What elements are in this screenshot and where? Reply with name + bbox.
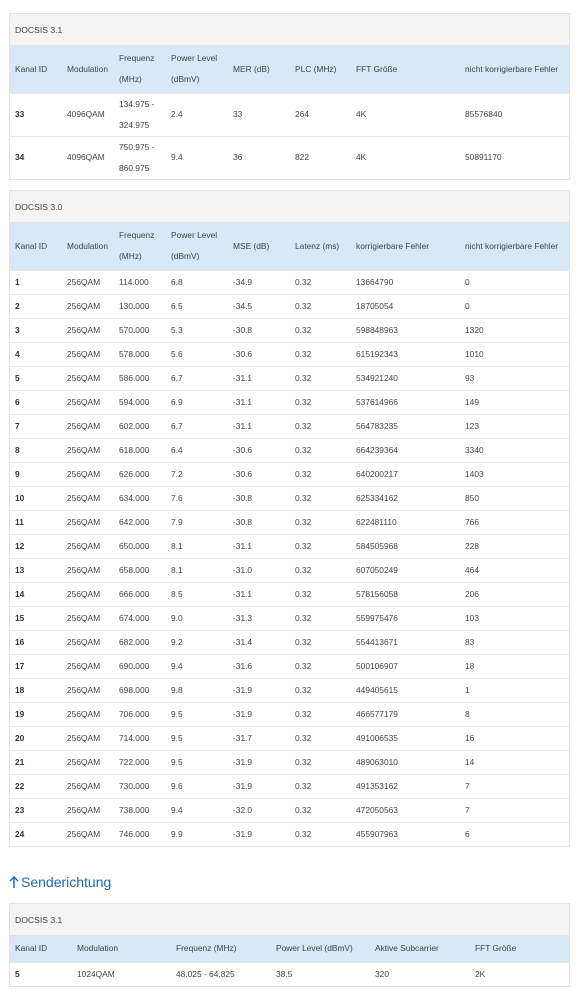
table-cell: 6.9 bbox=[166, 390, 228, 414]
table-cell: 642.000 bbox=[114, 510, 166, 534]
table-cell: 206 bbox=[460, 582, 569, 606]
column-header: MSE (dB) bbox=[233, 240, 270, 251]
table-cell: 0.32 bbox=[290, 750, 351, 774]
table-cell: 48.025 - 64.825 bbox=[171, 962, 271, 986]
table-cell: 9.6 bbox=[166, 774, 228, 798]
channel-id-cell: 20 bbox=[10, 726, 62, 750]
table-cell: -31.9 bbox=[228, 750, 290, 774]
table-cell: 256QAM bbox=[62, 630, 114, 654]
table-cell: 666.000 bbox=[114, 582, 166, 606]
channel-id-cell: 33 bbox=[10, 93, 62, 136]
table-cell: 38.5 bbox=[271, 962, 370, 986]
table-cell: 4K bbox=[351, 136, 460, 179]
table-cell: -31.1 bbox=[228, 390, 290, 414]
table-cell: 722.000 bbox=[114, 750, 166, 774]
table-cell: 0.32 bbox=[290, 798, 351, 822]
panel-title: DOCSIS 3.1 bbox=[10, 904, 569, 936]
table-cell: 134.975 - 324.975 bbox=[114, 93, 166, 136]
table-cell: 114.000 bbox=[114, 270, 166, 294]
table-cell: 1 bbox=[460, 678, 569, 702]
table-row bbox=[10, 366, 569, 390]
table-cell: 625334162 bbox=[351, 486, 460, 510]
table-row bbox=[10, 486, 569, 510]
table-cell: 489063010 bbox=[351, 750, 460, 774]
table-cell: 256QAM bbox=[62, 486, 114, 510]
column-header: nicht korrigierbare Fehler bbox=[465, 63, 559, 74]
table-cell: 5.6 bbox=[166, 342, 228, 366]
table-cell: 738.000 bbox=[114, 798, 166, 822]
table-cell: 6.7 bbox=[166, 366, 228, 390]
channel-id-cell: 5 bbox=[10, 962, 72, 986]
downstream-docsis30-table bbox=[10, 223, 569, 846]
table-cell: 320 bbox=[370, 962, 470, 986]
table-row bbox=[10, 962, 569, 986]
table-cell: 650.000 bbox=[114, 534, 166, 558]
table-row bbox=[10, 774, 569, 798]
column-header: PLC (MHz) bbox=[295, 63, 337, 74]
table-cell: 85576840 bbox=[460, 93, 569, 136]
table-cell: 93 bbox=[460, 366, 569, 390]
channel-id-cell: 34 bbox=[10, 136, 62, 179]
channel-id-cell: 5 bbox=[10, 366, 62, 390]
table-cell: 9.9 bbox=[166, 822, 228, 846]
table-cell: 0.32 bbox=[290, 678, 351, 702]
table-cell: 537614966 bbox=[351, 390, 460, 414]
table-cell: 714.000 bbox=[114, 726, 166, 750]
table-cell: 4096QAM bbox=[62, 93, 114, 136]
table-row bbox=[10, 558, 569, 582]
column-header: Aktive Subcarrier bbox=[375, 943, 439, 954]
channel-id-cell: 11 bbox=[10, 510, 62, 534]
table-cell: -31.9 bbox=[228, 678, 290, 702]
table-cell: 103 bbox=[460, 606, 569, 630]
table-cell: 256QAM bbox=[62, 342, 114, 366]
table-cell: -31.6 bbox=[228, 654, 290, 678]
table-cell: -34.9 bbox=[228, 270, 290, 294]
table-row bbox=[10, 270, 569, 294]
table-cell: 256QAM bbox=[62, 534, 114, 558]
table-cell: 622481110 bbox=[351, 510, 460, 534]
column-header: Modulation bbox=[67, 240, 108, 251]
table-cell: 8.1 bbox=[166, 558, 228, 582]
table-cell: 256QAM bbox=[62, 582, 114, 606]
table-cell: -31.1 bbox=[228, 366, 290, 390]
table-row bbox=[10, 582, 569, 606]
table-row bbox=[10, 534, 569, 558]
table-cell: 640200217 bbox=[351, 462, 460, 486]
column-header: Power Level (dBmV) bbox=[171, 230, 218, 262]
table-cell: 682.000 bbox=[114, 630, 166, 654]
upstream-docsis31-table bbox=[10, 936, 569, 986]
table-cell: -31.1 bbox=[228, 534, 290, 558]
table-header-row bbox=[10, 223, 569, 270]
table-cell: 0.32 bbox=[290, 318, 351, 342]
table-row bbox=[10, 678, 569, 702]
column-header: Kanal ID bbox=[15, 943, 48, 954]
table-cell: 0 bbox=[460, 270, 569, 294]
table-cell: 9.4 bbox=[166, 136, 228, 179]
table-cell: 0.32 bbox=[290, 822, 351, 846]
table-cell: 822 bbox=[290, 136, 351, 179]
table-cell: 0.32 bbox=[290, 270, 351, 294]
table-cell: 83 bbox=[460, 630, 569, 654]
table-cell: 0.32 bbox=[290, 654, 351, 678]
column-header: FFT Größe bbox=[475, 943, 517, 954]
arrow-up-icon bbox=[9, 874, 19, 888]
table-cell: -31.9 bbox=[228, 774, 290, 798]
table-cell: 256QAM bbox=[62, 654, 114, 678]
table-cell: 0.32 bbox=[290, 606, 351, 630]
table-cell: 4096QAM bbox=[62, 136, 114, 179]
table-row bbox=[10, 318, 569, 342]
column-header: korrigierbare Fehler bbox=[356, 240, 430, 251]
table-cell: -31.0 bbox=[228, 558, 290, 582]
table-cell: 5.3 bbox=[166, 318, 228, 342]
table-row bbox=[10, 798, 569, 822]
table-cell: -31.7 bbox=[228, 726, 290, 750]
table-row bbox=[10, 294, 569, 318]
table-cell: 256QAM bbox=[62, 390, 114, 414]
channel-id-cell: 21 bbox=[10, 750, 62, 774]
table-cell: 0.32 bbox=[290, 462, 351, 486]
table-cell: -31.1 bbox=[228, 414, 290, 438]
column-header: Kanal ID bbox=[15, 240, 48, 251]
table-row bbox=[10, 510, 569, 534]
table-row bbox=[10, 750, 569, 774]
table-cell: 256QAM bbox=[62, 606, 114, 630]
table-cell: 850 bbox=[460, 486, 569, 510]
table-row bbox=[10, 462, 569, 486]
table-cell: -31.9 bbox=[228, 822, 290, 846]
table-cell: 466577179 bbox=[351, 702, 460, 726]
table-cell: 564783235 bbox=[351, 414, 460, 438]
table-cell: 586.000 bbox=[114, 366, 166, 390]
table-row bbox=[10, 702, 569, 726]
column-header: Latenz (ms) bbox=[295, 240, 340, 251]
table-cell: 2K bbox=[470, 962, 569, 986]
channel-id-cell: 2 bbox=[10, 294, 62, 318]
table-cell: 618.000 bbox=[114, 438, 166, 462]
table-cell: 9.4 bbox=[166, 654, 228, 678]
table-cell: -31.3 bbox=[228, 606, 290, 630]
table-cell: 1010 bbox=[460, 342, 569, 366]
table-cell: 6.4 bbox=[166, 438, 228, 462]
channel-id-cell: 16 bbox=[10, 630, 62, 654]
table-cell: 598848963 bbox=[351, 318, 460, 342]
table-cell: 256QAM bbox=[62, 678, 114, 702]
table-cell: 750.975 - 860.975 bbox=[114, 136, 166, 179]
channel-id-cell: 8 bbox=[10, 438, 62, 462]
column-header: FFT Größe bbox=[356, 63, 398, 74]
column-header: Frequenz (MHz) bbox=[119, 230, 155, 262]
table-cell: 7.9 bbox=[166, 510, 228, 534]
channel-id-cell: 19 bbox=[10, 702, 62, 726]
table-cell: 9.5 bbox=[166, 702, 228, 726]
downstream-docsis30-panel bbox=[9, 190, 570, 847]
table-cell: 559975476 bbox=[351, 606, 460, 630]
table-cell: 449405615 bbox=[351, 678, 460, 702]
column-header: Power Level (dBmV) bbox=[171, 53, 218, 85]
table-cell: 13664790 bbox=[351, 270, 460, 294]
table-cell: 123 bbox=[460, 414, 569, 438]
table-cell: 9.0 bbox=[166, 606, 228, 630]
table-row bbox=[10, 438, 569, 462]
table-cell: 607050249 bbox=[351, 558, 460, 582]
table-cell: 256QAM bbox=[62, 822, 114, 846]
table-row bbox=[10, 136, 569, 179]
section-title: Senderichtung bbox=[21, 874, 112, 890]
table-cell: 130.000 bbox=[114, 294, 166, 318]
column-header: Frequenz (MHz) bbox=[176, 943, 237, 954]
table-cell: 1403 bbox=[460, 462, 569, 486]
table-cell: 256QAM bbox=[62, 366, 114, 390]
table-row bbox=[10, 822, 569, 846]
table-cell: 4K bbox=[351, 93, 460, 136]
table-cell: 0.32 bbox=[290, 342, 351, 366]
table-row bbox=[10, 390, 569, 414]
table-cell: 14 bbox=[460, 750, 569, 774]
table-cell: 256QAM bbox=[62, 318, 114, 342]
table-cell: 0.32 bbox=[290, 510, 351, 534]
table-cell: 0 bbox=[460, 294, 569, 318]
table-cell: 16 bbox=[460, 726, 569, 750]
column-header: Frequenz (MHz) bbox=[119, 53, 155, 85]
table-cell: 256QAM bbox=[62, 798, 114, 822]
table-cell: 8 bbox=[460, 702, 569, 726]
table-cell: 256QAM bbox=[62, 726, 114, 750]
panel-title: DOCSIS 3.0 bbox=[10, 191, 569, 223]
channel-id-cell: 10 bbox=[10, 486, 62, 510]
table-cell: 9.8 bbox=[166, 678, 228, 702]
table-cell: 264 bbox=[290, 93, 351, 136]
column-header: MER (dB) bbox=[233, 63, 270, 74]
table-cell: 9.4 bbox=[166, 798, 228, 822]
table-cell: 626.000 bbox=[114, 462, 166, 486]
table-cell: 9.5 bbox=[166, 750, 228, 774]
table-cell: 256QAM bbox=[62, 774, 114, 798]
channel-id-cell: 7 bbox=[10, 414, 62, 438]
channel-id-cell: 9 bbox=[10, 462, 62, 486]
table-cell: 6 bbox=[460, 822, 569, 846]
upstream-docsis31-panel bbox=[9, 903, 570, 987]
column-header: Modulation bbox=[67, 63, 108, 74]
table-cell: 8.5 bbox=[166, 582, 228, 606]
channel-id-cell: 13 bbox=[10, 558, 62, 582]
table-cell: 7.6 bbox=[166, 486, 228, 510]
table-cell: 256QAM bbox=[62, 270, 114, 294]
table-cell: 256QAM bbox=[62, 750, 114, 774]
table-cell: 149 bbox=[460, 390, 569, 414]
table-cell: 730.000 bbox=[114, 774, 166, 798]
channel-id-cell: 24 bbox=[10, 822, 62, 846]
channel-id-cell: 15 bbox=[10, 606, 62, 630]
upstream-section-heading[interactable] bbox=[9, 872, 111, 892]
table-cell: 3340 bbox=[460, 438, 569, 462]
table-cell: 0.32 bbox=[290, 558, 351, 582]
table-cell: 256QAM bbox=[62, 702, 114, 726]
table-cell: 534921240 bbox=[351, 366, 460, 390]
table-row bbox=[10, 342, 569, 366]
table-cell: 746.000 bbox=[114, 822, 166, 846]
table-row bbox=[10, 726, 569, 750]
table-cell: 18705054 bbox=[351, 294, 460, 318]
table-cell: -31.4 bbox=[228, 630, 290, 654]
table-cell: 33 bbox=[228, 93, 290, 136]
table-cell: 7 bbox=[460, 798, 569, 822]
table-cell: 578156058 bbox=[351, 582, 460, 606]
table-cell: 256QAM bbox=[62, 294, 114, 318]
table-cell: 570.000 bbox=[114, 318, 166, 342]
table-cell: -30.6 bbox=[228, 462, 290, 486]
table-cell: -30.6 bbox=[228, 438, 290, 462]
table-cell: 0.32 bbox=[290, 366, 351, 390]
table-cell: -30.8 bbox=[228, 318, 290, 342]
table-cell: 594.000 bbox=[114, 390, 166, 414]
table-cell: 634.000 bbox=[114, 486, 166, 510]
channel-id-cell: 4 bbox=[10, 342, 62, 366]
table-row bbox=[10, 93, 569, 136]
table-header-row bbox=[10, 936, 569, 962]
table-cell: 7.2 bbox=[166, 462, 228, 486]
table-cell: 256QAM bbox=[62, 510, 114, 534]
channel-id-cell: 1 bbox=[10, 270, 62, 294]
table-row bbox=[10, 654, 569, 678]
table-cell: -30.6 bbox=[228, 342, 290, 366]
table-cell: 256QAM bbox=[62, 462, 114, 486]
table-cell: 7 bbox=[460, 774, 569, 798]
table-cell: 9.2 bbox=[166, 630, 228, 654]
table-cell: -32.0 bbox=[228, 798, 290, 822]
downstream-docsis31-table bbox=[10, 46, 569, 179]
table-cell: 0.32 bbox=[290, 294, 351, 318]
table-cell: 584505968 bbox=[351, 534, 460, 558]
channel-id-cell: 3 bbox=[10, 318, 62, 342]
table-cell: -30.8 bbox=[228, 486, 290, 510]
table-cell: 500106907 bbox=[351, 654, 460, 678]
table-row bbox=[10, 414, 569, 438]
table-cell: -34.5 bbox=[228, 294, 290, 318]
table-cell: 0.32 bbox=[290, 534, 351, 558]
table-cell: 0.32 bbox=[290, 630, 351, 654]
table-cell: 690.000 bbox=[114, 654, 166, 678]
table-cell: 464 bbox=[460, 558, 569, 582]
channel-id-cell: 14 bbox=[10, 582, 62, 606]
downstream-docsis31-panel bbox=[9, 13, 570, 180]
table-cell: 766 bbox=[460, 510, 569, 534]
column-header: Kanal ID bbox=[15, 63, 48, 74]
table-cell: 472050563 bbox=[351, 798, 460, 822]
table-cell: 554413671 bbox=[351, 630, 460, 654]
table-cell: 602.000 bbox=[114, 414, 166, 438]
table-cell: 0.32 bbox=[290, 774, 351, 798]
column-header: nicht korrigierbare Fehler bbox=[465, 240, 559, 251]
column-header: Modulation bbox=[77, 943, 118, 954]
table-cell: 228 bbox=[460, 534, 569, 558]
table-cell: 0.32 bbox=[290, 390, 351, 414]
table-cell: 455907963 bbox=[351, 822, 460, 846]
table-row bbox=[10, 630, 569, 654]
column-header: Power Level (dBmV) bbox=[276, 943, 353, 954]
table-cell: -31.9 bbox=[228, 702, 290, 726]
table-cell: 0.32 bbox=[290, 726, 351, 750]
table-cell: 6.5 bbox=[166, 294, 228, 318]
table-cell: 706.000 bbox=[114, 702, 166, 726]
channel-id-cell: 12 bbox=[10, 534, 62, 558]
table-cell: 50891170 bbox=[460, 136, 569, 179]
table-cell: 8.1 bbox=[166, 534, 228, 558]
table-cell: 664239364 bbox=[351, 438, 460, 462]
table-cell: 0.32 bbox=[290, 582, 351, 606]
channel-id-cell: 6 bbox=[10, 390, 62, 414]
table-cell: 491353162 bbox=[351, 774, 460, 798]
table-cell: 615192343 bbox=[351, 342, 460, 366]
table-cell: 0.32 bbox=[290, 438, 351, 462]
panel-title: DOCSIS 3.1 bbox=[10, 14, 569, 46]
table-cell: 1024QAM bbox=[72, 962, 171, 986]
channel-id-cell: 23 bbox=[10, 798, 62, 822]
table-cell: 491006535 bbox=[351, 726, 460, 750]
table-cell: 256QAM bbox=[62, 414, 114, 438]
channel-id-cell: 22 bbox=[10, 774, 62, 798]
table-cell: 1320 bbox=[460, 318, 569, 342]
table-cell: 578.000 bbox=[114, 342, 166, 366]
table-cell: 0.32 bbox=[290, 486, 351, 510]
table-cell: 256QAM bbox=[62, 558, 114, 582]
table-row bbox=[10, 606, 569, 630]
table-cell: 18 bbox=[460, 654, 569, 678]
table-cell: 36 bbox=[228, 136, 290, 179]
channel-id-cell: 18 bbox=[10, 678, 62, 702]
table-cell: 698.000 bbox=[114, 678, 166, 702]
table-cell: -31.1 bbox=[228, 582, 290, 606]
table-cell: 256QAM bbox=[62, 438, 114, 462]
table-cell: 9.5 bbox=[166, 726, 228, 750]
table-cell: 6.8 bbox=[166, 270, 228, 294]
table-cell: 6.7 bbox=[166, 414, 228, 438]
table-cell: 2.4 bbox=[166, 93, 228, 136]
table-cell: 0.32 bbox=[290, 702, 351, 726]
table-cell: 674.000 bbox=[114, 606, 166, 630]
table-cell: 658.000 bbox=[114, 558, 166, 582]
channel-id-cell: 17 bbox=[10, 654, 62, 678]
table-cell: 0.32 bbox=[290, 414, 351, 438]
table-header-row bbox=[10, 46, 569, 93]
table-cell: -30.8 bbox=[228, 510, 290, 534]
